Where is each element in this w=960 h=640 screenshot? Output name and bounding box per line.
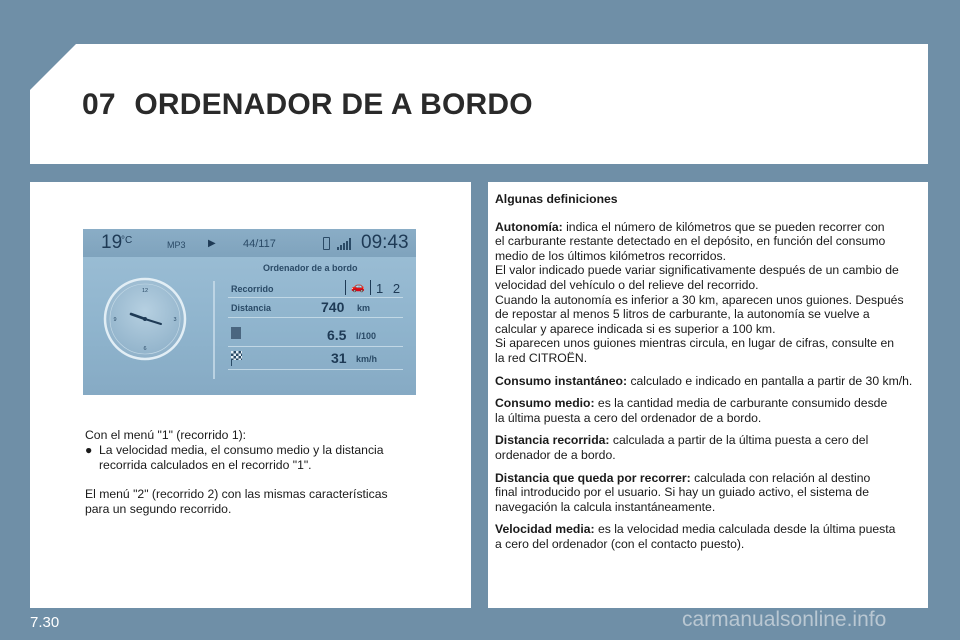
phone-icon (323, 237, 330, 250)
chapter-title (82, 88, 533, 122)
menu2-line: El menú "2" (recorrido 2) con las mismas características (85, 487, 388, 501)
definition-text: navegación la calcula instantáneamente. (495, 499, 716, 514)
chapter-heading: ORDENADOR DE A BORDO (134, 88, 533, 121)
bullet-icon: ● (85, 443, 93, 457)
display-temperature-unit: °C (121, 235, 133, 246)
definition-text: a cero del ordenador (con el contacto puesto). (495, 536, 745, 551)
definition-text: velocidad del vehículo o del relieve del recorrido. (495, 277, 759, 292)
display-trip-selector: 1 2 (376, 281, 404, 296)
display-consumption-value: 6.5 (327, 327, 347, 343)
display-speed-value: 31 (331, 350, 347, 366)
display-consumption-unit: l/100 (356, 331, 377, 341)
definition-term: Consumo instantáneo: (495, 373, 628, 388)
definition-instant-consumption (495, 374, 923, 389)
display-divider (213, 281, 215, 379)
display-distance-value: 740 (321, 299, 345, 315)
clock-number: 12 (141, 288, 149, 294)
clock-number: 6 (143, 346, 147, 352)
definition-text: calculada con relación al destino (694, 470, 871, 485)
definitions-section (495, 192, 923, 559)
definition-text: el carburante restante detectado en el depósito, en función del consumo (495, 234, 886, 249)
fuel-pump-icon (231, 327, 241, 339)
definition-term: Distancia recorrida: (495, 433, 610, 448)
watermark: carmanualsonline.info (682, 608, 887, 631)
definition-text: la red CITROËN. (495, 350, 588, 365)
definition-autonomy (495, 220, 923, 366)
definition-text: calcular y aparece indicada si es superior a 100 km. (495, 321, 776, 336)
display-media-source: MP3 (167, 240, 186, 250)
definition-text: ordenador de a bordo. (495, 447, 616, 462)
definition-average-consumption (495, 396, 923, 425)
analog-clock-icon (103, 277, 187, 361)
display-row-line (228, 346, 403, 347)
finish-flag-icon (231, 351, 242, 360)
clock-center (143, 317, 147, 321)
page-number: 7.30 (30, 614, 60, 631)
definition-text: calculada a partir de la última puesta a cero del (612, 433, 869, 448)
definition-remaining-distance (495, 471, 923, 515)
definition-text: El valor indicado puede variar signiﬁcativamente después de un cambio de (495, 263, 899, 278)
display-clock: 09:43 (361, 232, 409, 253)
definition-text: es la velocidad media calculada desde la última puesta (597, 522, 896, 537)
play-icon: ▶ (208, 238, 216, 249)
definition-text: la última puesta a cero del ordenador de a bordo. (495, 410, 762, 425)
definition-text: Si aparecen unos guiones mientras circula, en lugar de cifras, consulte en (495, 336, 895, 351)
display-label-route: Recorrido (231, 284, 274, 294)
definition-distance-travelled (495, 433, 923, 462)
definition-average-speed (495, 522, 923, 551)
display-speed-unit: km/h (356, 354, 378, 364)
definitions-title: Algunas deﬁniciones (495, 192, 618, 206)
display-heading: Ordenador de a bordo (263, 263, 358, 273)
trip-computer-display (83, 229, 416, 395)
definition-text: de repostar al menos 5 litros de carburante, la autonomía se vuelve a (495, 307, 870, 322)
display-row-line (228, 297, 403, 298)
chapter-number: 07 (82, 88, 116, 121)
menu1-intro: Con el menú "1" (recorrido 1): (85, 428, 247, 442)
definition-text: ﬁnal introducido por el usuario. Si hay un guiado activo, el sistema de (495, 485, 869, 500)
definition-text: calculado e indicado en pantalla a partir de 30 km/h. (630, 373, 913, 388)
display-label-distance: Distancia (231, 303, 272, 313)
definition-term: Autonomía: (495, 219, 563, 234)
menu2-paragraph (85, 487, 445, 517)
clock-number: 9 (113, 317, 117, 323)
definition-term: Consumo medio: (495, 396, 595, 411)
menu2-line: para un segundo recorrido. (85, 502, 232, 516)
bullet-text-line: recorrida calculados en el recorrido "1". (99, 458, 312, 472)
display-distance-unit: km (357, 303, 371, 313)
left-description (85, 428, 445, 517)
definition-text: Cuando la autonomía es inferior a 30 km, aparecen unos guiones. Después (495, 292, 904, 307)
definition-term: Velocidad media: (495, 522, 595, 537)
definition-text: medio de los últimos kilómetros recorridos. (495, 248, 726, 263)
definition-term: Distancia que queda por recorrer: (495, 470, 691, 485)
display-track-number: 44/117 (243, 238, 276, 250)
bullet-item (85, 443, 445, 473)
car-icon: 🚗 (345, 280, 371, 295)
signal-strength-icon (337, 238, 351, 250)
display-temperature: 19 (101, 232, 123, 253)
display-row-line (228, 317, 403, 318)
bullet-text-line: La velocidad media, el consumo medio y la distancia (99, 443, 384, 457)
definition-text: es la cantidad media de carburante consumido desde (597, 396, 888, 411)
clock-number: 3 (173, 317, 177, 323)
display-row-line (228, 369, 403, 370)
definition-text: indica el número de kilómetros que se pueden recorrer con (566, 219, 885, 234)
